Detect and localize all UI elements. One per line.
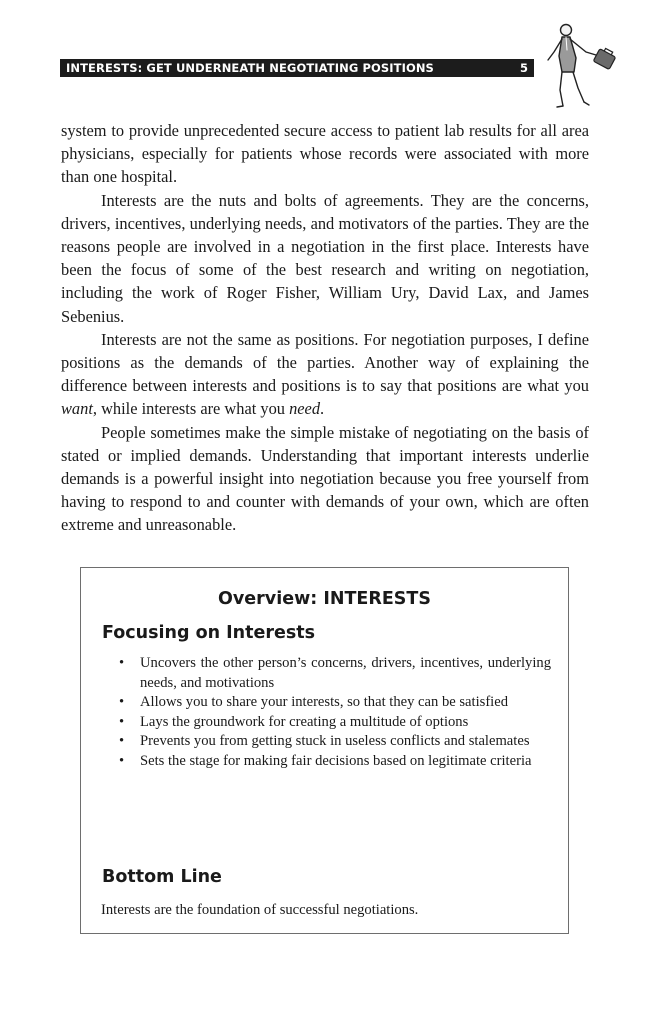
running-header — [60, 59, 534, 77]
emphasis-want: want — [61, 399, 93, 419]
paragraph-text: , while interests are what you — [92, 399, 290, 419]
paragraph-text: Interests are not the same as positions. For negotiation purposes, I define positions as the demands of the parties. Another way of explaining the difference between interests and positions is to say that positions are what you — [61, 329, 589, 396]
list-item — [101, 752, 551, 772]
bottom-line-text: Interests are the foundation of successful negotiations. — [101, 902, 419, 918]
bullet-icon: • — [119, 713, 125, 730]
overview-subtitle: Focusing on Interests — [102, 623, 316, 643]
body-text — [61, 119, 589, 537]
overview-title: Overview: INTERESTS — [218, 589, 431, 609]
bullet-icon: • — [119, 752, 125, 769]
paragraph-continuation: system to provide unprecedented secure access to patient lab results for all area physicians, especially for patients whose records were associated with more than one hospital. — [61, 121, 589, 187]
page-number: 5 — [519, 61, 528, 75]
paragraph-text: . — [320, 399, 325, 419]
bottom-line-heading: Bottom Line — [102, 867, 222, 887]
running-header-title: INTERESTS: GET UNDERNEATH NEGOTIATING POSITIONS — [66, 61, 434, 75]
businessman-with-briefcase-icon — [540, 20, 620, 112]
list-item — [101, 732, 551, 752]
bullet-icon: • — [119, 733, 125, 750]
overview-box — [80, 567, 569, 934]
bullet-icon: • — [119, 694, 125, 711]
bullet-icon: • — [119, 655, 125, 671]
list-item-text: Uncovers the other person’s concerns, drivers, incentives, underlying needs, and motivations — [140, 655, 551, 691]
list-item — [101, 654, 551, 693]
paragraph-interests-definition: Interests are the nuts and bolts of agreements. They are the concerns, drivers, incentives, underlying needs, and motivators of the parties. They are the reasons people are involved in a negotiation in the first place. Interests have been the focus of some of the best research and writing on negotiation, including the work of Roger Fisher, William Ury, David Lax, and James Sebenius. — [61, 190, 589, 326]
list-item-text: Lays the groundwork for creating a multitude of options — [140, 713, 469, 730]
list-item — [101, 693, 551, 713]
list-item-text: Sets the stage for making fair decisions based on legitimate criteria — [140, 752, 532, 769]
overview-bullet-list — [101, 654, 551, 772]
emphasis-need: need — [289, 399, 321, 419]
list-item-text: Allows you to share your interests, so that they can be satisfied — [140, 694, 509, 711]
list-item-text: Prevents you from getting stuck in useless conflicts and stalemates — [140, 733, 530, 750]
paragraph-positions-vs-interests — [61, 328, 589, 421]
list-item — [101, 713, 551, 733]
paragraph-demands-mistake: People sometimes make the simple mistake of negotiating on the basis of stated or implied demands. Understanding that important interests underlie demands is a powerful insight into negotiation because you free yourself from having to respond to and counter with demands of your own, which are often extreme and unreasonable. — [61, 422, 589, 535]
